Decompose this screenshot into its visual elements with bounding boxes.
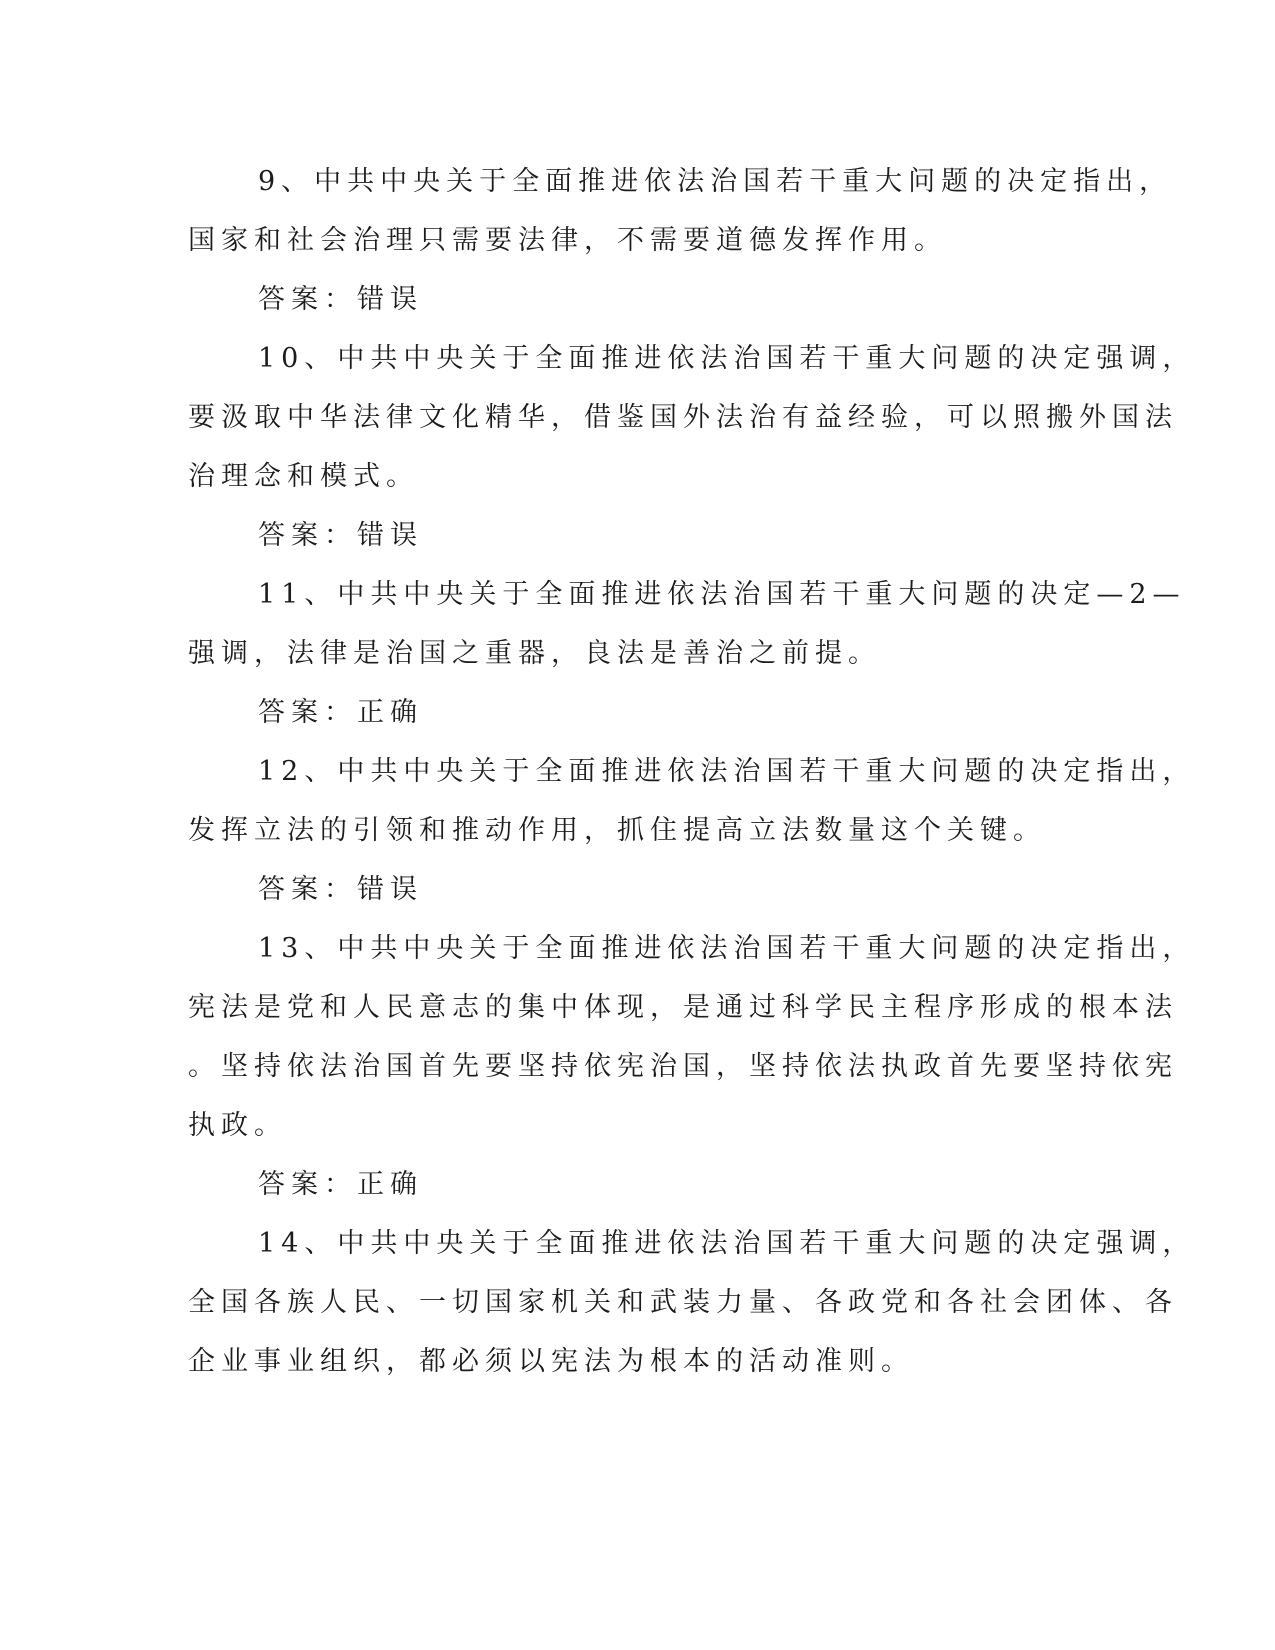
answer-12: 答案：错误 — [258, 874, 423, 905]
question-12-line-2: 发挥立法的引领和推动作用，抓住提高立法数量这个关键。 — [188, 815, 1046, 846]
question-13-line-1: 13、中共中央关于全面推进依法治国若干重大问题的决定指出， — [258, 933, 1196, 964]
question-12-line-1: 12、中共中央关于全面推进依法治国若干重大问题的决定指出， — [258, 756, 1196, 787]
question-14-line-1: 14、中共中央关于全面推进依法治国若干重大问题的决定强调， — [258, 1228, 1196, 1259]
question-10-line-3: 治理念和模式。 — [188, 461, 419, 492]
answer-13: 答案：正确 — [258, 1169, 423, 1200]
question-9-line-1: 9、中共中央关于全面推进依法治国若干重大问题的决定指出， — [258, 166, 1173, 197]
question-9-line-2: 国家和社会治理只需要法律，不需要道德发挥作用。 — [188, 225, 947, 256]
question-11-line-1: 11、中共中央关于全面推进依法治国若干重大问题的决定—2— — [258, 579, 1186, 610]
question-11-line-2: 强调，法律是治国之重器，良法是善治之前提。 — [188, 638, 881, 669]
question-10-line-1: 10、中共中央关于全面推进依法治国若干重大问题的决定强调， — [258, 343, 1196, 374]
answer-11: 答案：正确 — [258, 697, 423, 728]
question-14-line-2: 全国各族人民、一切国家机关和武装力量、各政党和各社会团体、各 — [188, 1287, 1178, 1318]
question-14-line-3: 企业事业组织，都必须以宪法为根本的活动准则。 — [188, 1346, 914, 1377]
answer-10: 答案：错误 — [258, 520, 423, 551]
question-13-line-2: 宪法是党和人民意志的集中体现，是通过科学民主程序形成的根本法 — [188, 992, 1178, 1023]
question-13-line-3: 。坚持依法治国首先要坚持依宪治国，坚持依法执政首先要坚持依宪 — [188, 1051, 1178, 1082]
question-13-line-4: 执政。 — [188, 1110, 287, 1141]
answer-9: 答案：错误 — [258, 284, 423, 315]
question-10-line-2: 要汲取中华法律文化精华，借鉴国外法治有益经验，可以照搬外国法 — [188, 402, 1178, 433]
